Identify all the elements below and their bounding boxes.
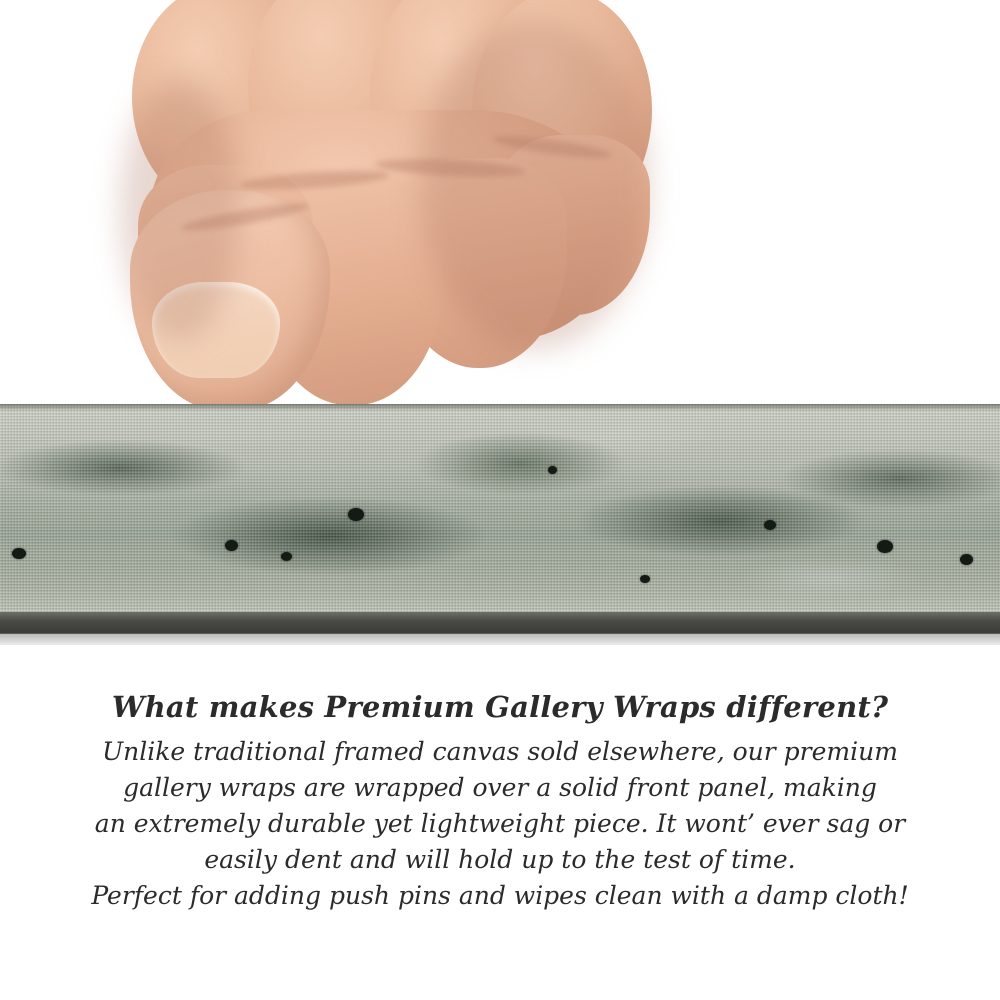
canvas-speck (877, 540, 893, 553)
caption-line: an extremely durable yet lightweight piece. It wont’ ever sag or (94, 809, 906, 838)
canvas-speck (764, 520, 776, 530)
caption-block (0, 690, 1000, 914)
canvas-speck (960, 554, 973, 565)
canvas-side-edge (0, 612, 1000, 634)
hand-illustration (120, 0, 640, 430)
canvas-speck (12, 548, 26, 559)
canvas-speck (348, 508, 364, 521)
canvas-speck (225, 540, 238, 551)
caption-line: Unlike traditional framed canvas sold elsewhere, our premium (102, 737, 898, 766)
canvas-speck (281, 552, 292, 561)
canvas-speck (548, 466, 557, 474)
canvas-speck (640, 575, 650, 583)
canvas-wrap-edge (0, 404, 1000, 645)
caption-heading: What makes Premium Gallery Wraps different? (111, 690, 889, 724)
caption-body (0, 734, 1000, 914)
canvas-weave-texture (0, 404, 1000, 617)
hand-shadow (120, 80, 240, 340)
caption-line: gallery wraps are wrapped over a solid front panel, making (123, 773, 877, 802)
caption-line: easily dent and will hold up to the test of time. (204, 845, 796, 874)
canvas-printed-surface (0, 404, 1000, 617)
hand-shadow (420, 20, 650, 350)
canvas-drop-shadow (0, 633, 1000, 645)
canvas-top-shadow (0, 404, 1000, 411)
caption-line: Perfect for adding push pins and wipes clean with a damp cloth! (91, 881, 909, 910)
